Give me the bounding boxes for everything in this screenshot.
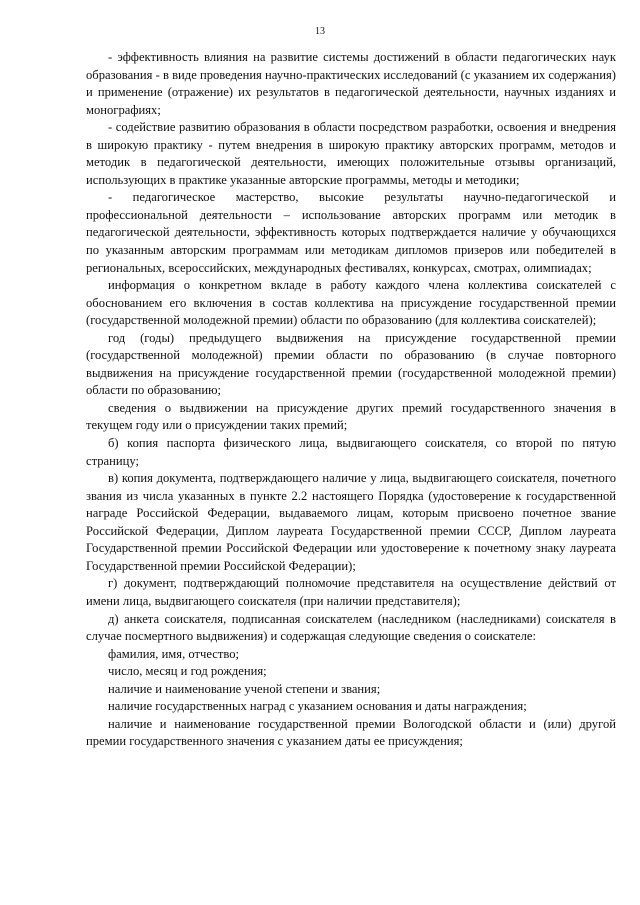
paragraph-other-awards: сведения о выдвижении на присуждение других премий государственного значения в текущем году или о присуждении таких премий; — [86, 400, 616, 433]
paragraph-item-v: в) копия документа, подтверждающего наличие у лица, выдвигающего соискателя, почетного звания из числа указанных в пункте 2.2 настоящего Порядка (удостоверение к государственной награде Российской Федерации, выдаваемого лицам, которым присвоено почетное звание Российской Федерации, Диплом лауреата Государственной премии СССР, Диплом лауреата Государственной премии Российской Федерации или удостоверение к почетному знаку лауреата Государственной премии Российской Федерации); — [86, 471, 616, 573]
page-number: 13 — [315, 26, 325, 37]
list-item-degree: наличие и наименование ученой степени и звания; — [108, 681, 381, 696]
list-item-prizes: наличие и наименование государственной премии Вологодской области и (или) другой премии государственного значения с указанием даты ее присуждения; — [86, 716, 616, 749]
paragraph-contribution: - содействие развитию образования в области посредством разработки, освоения и внедрения в широкую практику - путем внедрения в широкую практику авторских программ, методов и методик в педагогической деятельности, имеющих положительные отзывы организаций, использующих в практике указанные авторские программы, методы и методики; — [86, 120, 616, 187]
document-body — [86, 49, 616, 751]
paragraph-item-b: б) копия паспорта физического лица, выдвигающего соискателя, со второй по пятую страницу; — [86, 436, 616, 468]
paragraph-effectiveness: - эффективность влияния на развитие системы достижений в области педагогических наук образования - в виде проведения научно-практических исследований (с указанием их содержания) и применение (отражение) их результатов в педагогической деятельности, научных изданиях и монографиях; — [86, 50, 616, 117]
paragraph-previous-nomination: год (годы) предыдущего выдвижения на присуждение государственной премии (государственной молодежной) премии области по образованию (в случае повторного выдвижения на присуждение государственной премии (государственной молодежной премии) области по образованию; — [86, 330, 616, 398]
paragraph-item-g: г) документ, подтверждающий полномочие представителя на осуществление действий от имени лица, выдвигающего соискателя (при наличии представителя); — [86, 576, 616, 608]
paragraph-mastery: - педагогическое мастерство, высокие результаты научно-педагогической и профессиональной деятельности – использование авторских программ или методик в педагогической деятельности, эффективность которых подтверждается наличие у обучающихся по указанным авторским программам или методикам дипломов призеров или победителей в региональных, всероссийских, международных фестивалях, конкурсах, смотрах, олимпиадах; — [86, 190, 616, 275]
list-item-birth-date: число, месяц и год рождения; — [108, 664, 267, 679]
paragraph-item-d: д) анкета соискателя, подписанная соискателем (наследником (наследниками) соискателя в случае посмертного выдвижения) и содержащая следующие сведения о соискателе: — [86, 611, 616, 644]
list-item-full-name: фамилия, имя, отчество; — [108, 646, 239, 661]
paragraph-team-info: информация о конкретном вкладе в работу каждого члена коллектива соискателей с обоснованием его включения в состав коллектива на присуждение государственной премии (государственной молодежной премии) области по образованию (для коллектива соискателей); — [86, 278, 616, 328]
list-item-state-awards: наличие государственных наград с указанием основания и даты награждения; — [108, 699, 527, 714]
